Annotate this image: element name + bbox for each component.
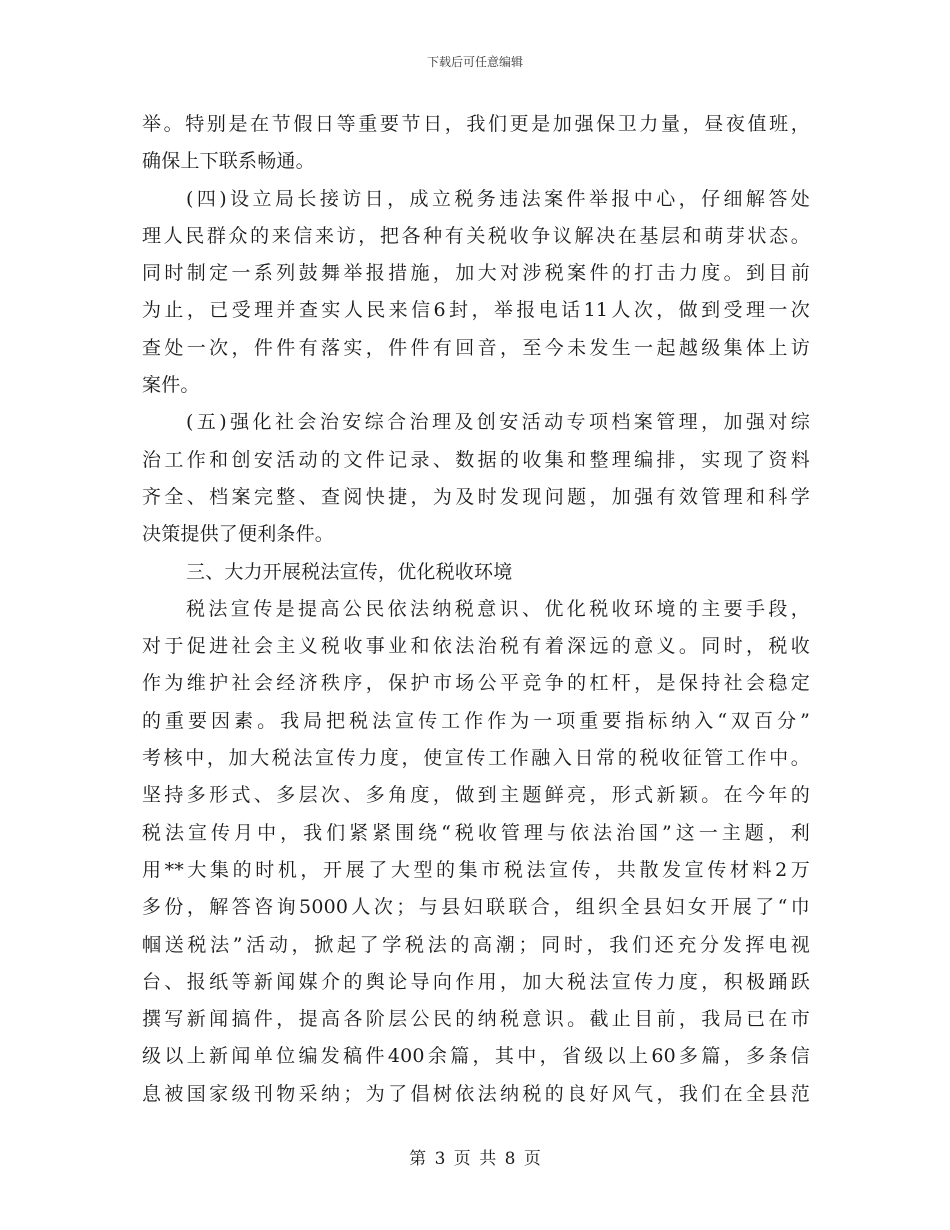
text-line: 案件。: [142, 374, 200, 397]
text-line: (四)设立局长接访日，成立税务违法案件举报中心，仔细解答处: [186, 187, 810, 210]
page-number: 第 3 页 共 8 页: [409, 1149, 541, 1169]
text-line: 多份，解答咨询5000人次；与县妇联联合，组织全县妇女开展了“巾: [142, 896, 810, 919]
text-line: 齐全、档案完整、查阅快捷，为及时发现问题，加强有效管理和科学: [142, 485, 810, 508]
text-line: 息被国家级刊物采纳；为了倡树依法纳税的良好风气，我们在全县范: [142, 1082, 810, 1105]
text-line: 撰写新闻搞件，提高各阶层公民的纳税意识。截止目前，我局已在市: [142, 1008, 810, 1031]
text-line: 台、报纸等新闻媒介的舆论导向作用，加大税法宣传力度，积极踊跃: [142, 970, 810, 993]
text-line: 坚持多形式、多层次、多角度，做到主题鲜亮，形式新颖。在今年的: [142, 784, 810, 807]
text-line: 确保上下联系畅通。: [142, 150, 315, 173]
text-line: 对于促进社会主义税收事业和依法治税有着深远的意义。同时，税收: [142, 635, 810, 658]
text-line: 税法宣传是提高公民依法纳税意识、优化税收环境的主要手段，: [186, 597, 810, 620]
text-line: 同时制定一系列鼓舞举报措施，加大对涉税案件的打击力度。到目前: [142, 262, 810, 285]
text-line: 治工作和创安活动的文件记录、数据的收集和整理编排，实现了资料: [142, 448, 810, 471]
text-line: 帼送税法”活动，掀起了学税法的高潮；同时，我们还充分发挥电视: [142, 933, 810, 956]
text-line: 考核中，加大税法宣传力度，使宣传工作融入日常的税收征管工作中。: [142, 747, 810, 770]
text-line: 用**大集的时机，开展了大型的集市税法宣传，共散发宣传材料2万: [142, 858, 810, 881]
text-line: 级以上新闻单位编发稿件400余篇，其中，省级以上60多篇，多条信: [142, 1045, 810, 1068]
text-line: 作为维护社会经济秩序，保护市场公平竞争的杠杆，是保持社会稳定: [142, 672, 810, 695]
section-heading: 三、大力开展税法宣传，优化税收环境: [186, 560, 513, 583]
text-line: 决策提供了便利条件。: [142, 523, 335, 546]
text-line: 的重要因素。我局把税法宣传工作作为一项重要指标纳入“双百分”: [142, 709, 810, 732]
text-line: 税法宣传月中，我们紧紧围绕“税收管理与依法治国”这一主题，利: [142, 821, 810, 844]
page-header-note: 下载后可任意编辑: [426, 55, 523, 69]
document-body: [142, 106, 810, 1113]
text-line: (五)强化社会治安综合治理及创安活动专项档案管理，加强对综: [186, 411, 810, 434]
text-line: 理人民群众的来信来访，把各种有关税收争议解决在基层和萌芽状态。: [142, 224, 810, 247]
text-line: 为止，已受理并查实人民来信6封，举报电话11人次，做到受理一次: [142, 299, 810, 322]
text-line: 查处一次，件件有落实，件件有回音，至今未发生一起越级集体上访: [142, 336, 810, 359]
text-line: 举。特别是在节假日等重要节日，我们更是加强保卫力量，昼夜值班，: [142, 113, 810, 135]
